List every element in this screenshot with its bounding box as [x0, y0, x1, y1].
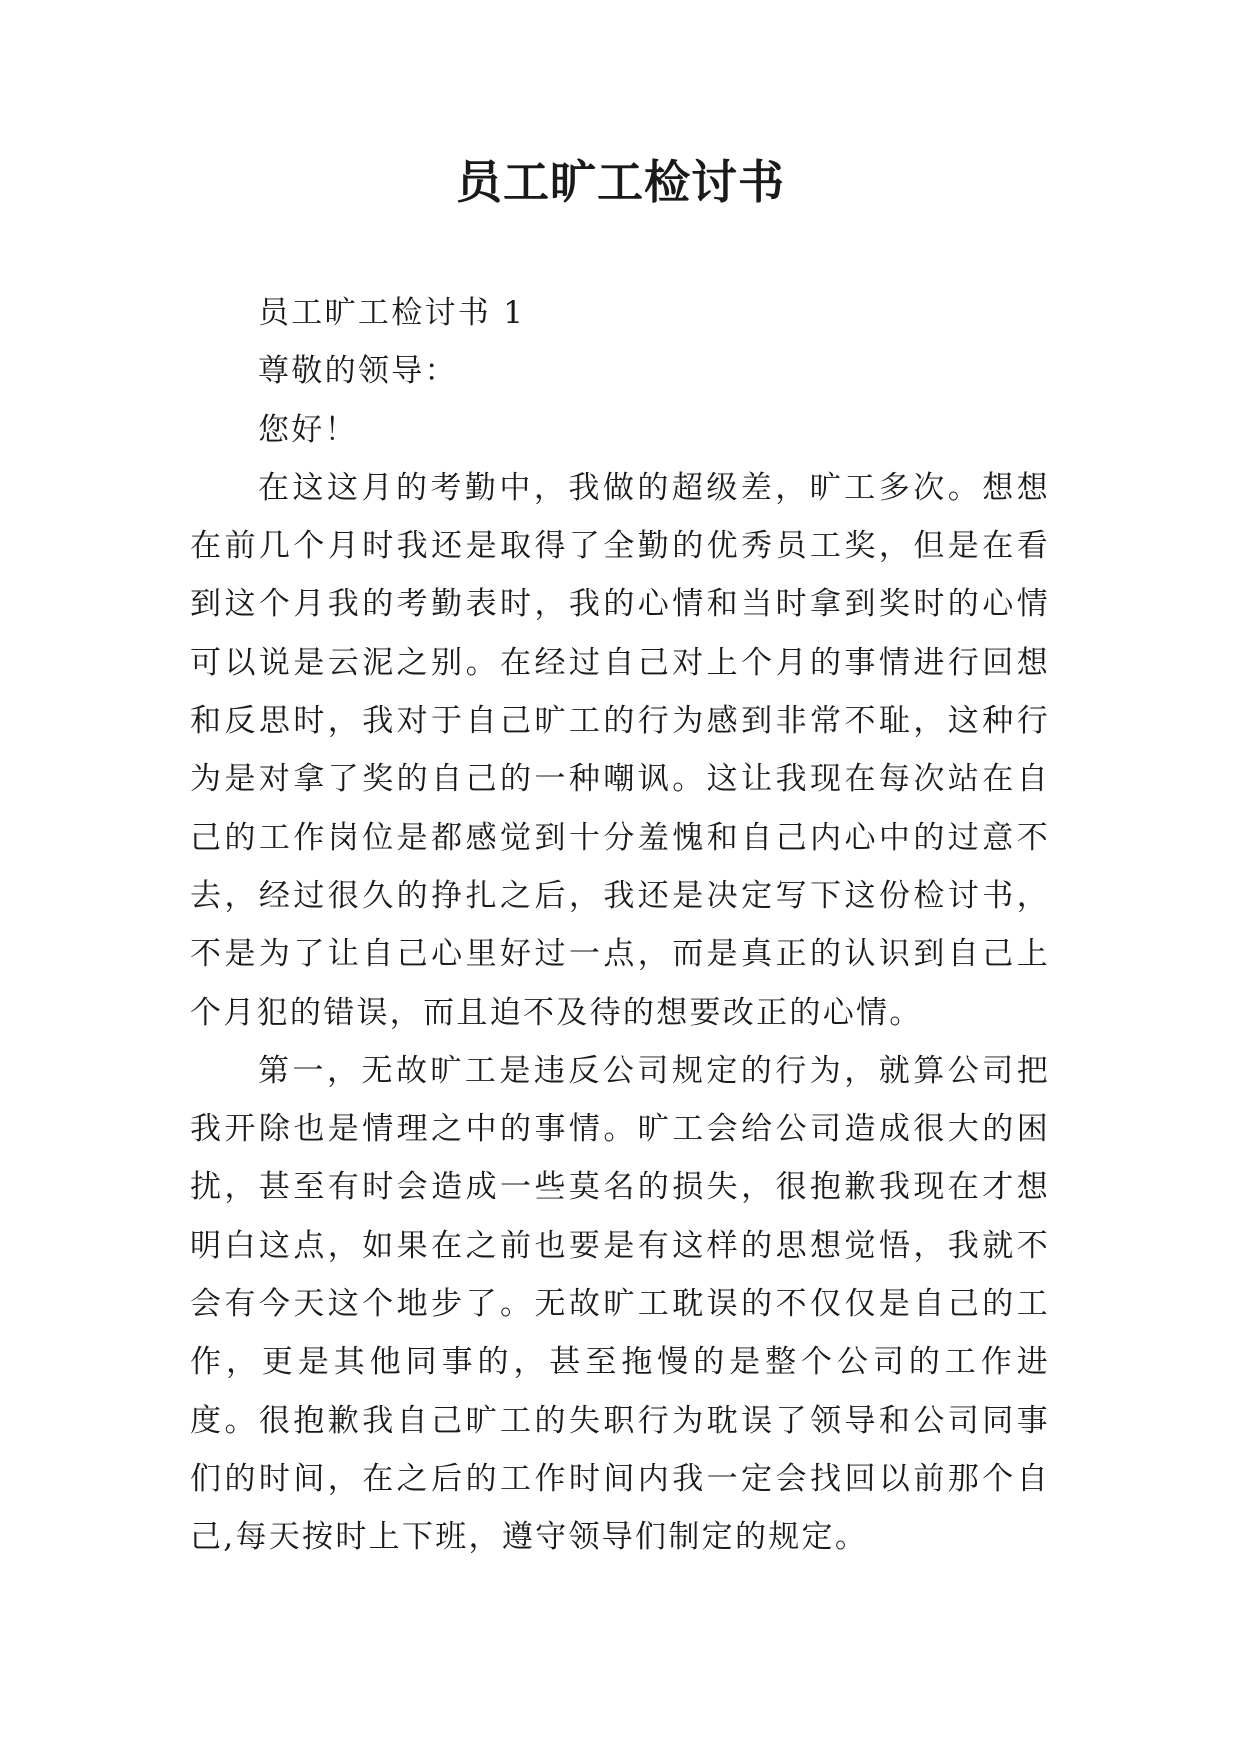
- document-title: 员工旷工检讨书: [456, 155, 785, 209]
- salutation: 尊敬的领导：: [258, 353, 458, 390]
- body-paragraph-2: 第一，无故旷工是违反公司规定的行为，就算公司把我开除也是情理之中的事情。旷工会给公司造成很大的困扰，甚至有时会造成一些莫名的损失，很抱歉我现在才想明白这点，如果在之前也要是有这样的思想觉悟，我就不会有今天这个地步了。无故旷工耽误的不仅仅是自己的工作，更是其他同事的，甚至拖慢的是整个公司的工作进度。很抱歉我自己旷工的失职行为耽误了领导和公司同事们的时间，在之后的工作时间内我一定会找回以前那个自己,每天按时上下班，遵守领导们制定的规定。: [190, 1052, 1050, 1556]
- section-heading: 员工旷工检讨书 1: [258, 295, 526, 331]
- document-body: [190, 284, 1050, 1567]
- greeting: 您好！: [258, 411, 358, 448]
- body-paragraph-1: 在这这月的考勤中，我做的超级差，旷工多次。想想在前几个月时我还是取得了全勤的优秀员工奖，但是在看到这个月我的考勤表时，我的心情和当时拿到奖时的心情可以说是云泥之别。在经过自己对上个月的事情进行回想和反思时，我对于自己旷工的行为感到非常不耻，这种行为是对拿了奖的自己的一种嘲讽。这让我现在每次站在自己的工作岗位是都感觉到十分羞愧和自己内心中的过意不去，经过很久的挣扎之后，我还是决定写下这份检讨书，不是为了让自己心里好过一点，而是真正的认识到自己上个月犯的错误，而且迫不及待的想要改正的心情。: [190, 469, 1050, 1031]
